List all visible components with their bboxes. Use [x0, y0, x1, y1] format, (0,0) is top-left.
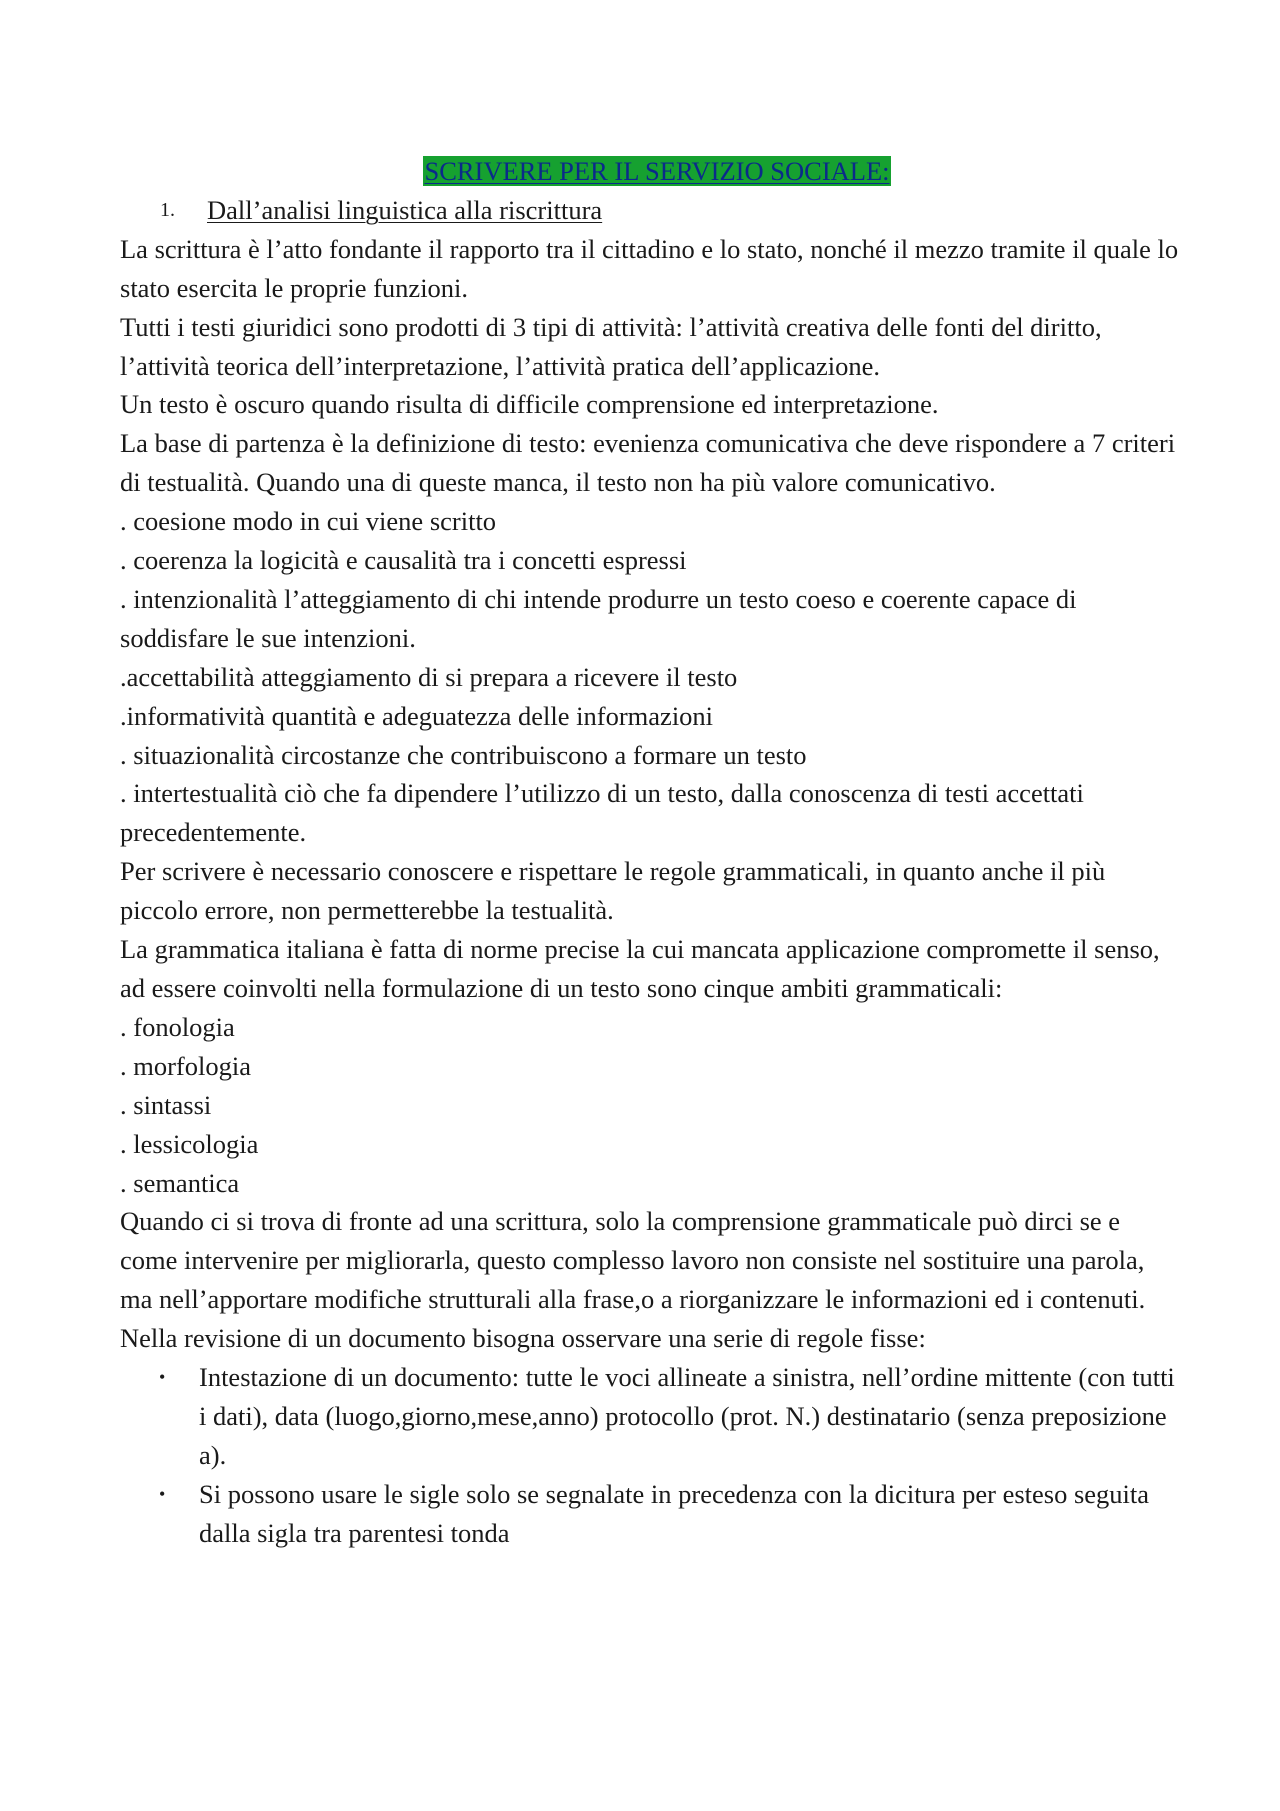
bullet-icon: •	[159, 1483, 166, 1504]
grammar-area-line: . semantica	[120, 1167, 240, 1198]
section-heading-row	[120, 191, 1180, 230]
grammar-area-line: . morfologia	[120, 1050, 251, 1081]
list-item-text: Si possono usare le sigle solo se segnalate in precedenza con la dicitura per esteso seguita dalla sigla tra parentesi tonda	[199, 1478, 1150, 1548]
paragraph: La grammatica italiana è fatta di norme precise la cui mancata applicazione compromette il senso, ad essere coinvolti nella formulazione di un testo sono cinque ambiti grammaticali:	[120, 934, 1160, 1003]
paragraph: La scrittura è l’atto fondante il rapporto tra il cittadino e lo stato, nonché il mezzo tramite il quale lo stato esercita le proprie funzioni.	[120, 233, 1179, 303]
criterion-line: . intertestualità ciò che fa dipendere l’utilizzo di un testo, dalla conoscenza di testi accettati precedentemente.	[120, 778, 1084, 848]
list-item	[120, 1475, 1180, 1553]
bullet-icon: •	[159, 1367, 166, 1388]
bullet-list	[120, 1358, 1180, 1553]
paragraph: Nella revisione di un documento bisogna osservare una serie di regole fisse:	[120, 1323, 926, 1354]
section-heading: Dall’analisi linguistica alla riscrittura	[207, 194, 603, 225]
criterion-line: . coesione modo in cui viene scritto	[120, 506, 497, 537]
grammar-area-line: . lessicologia	[120, 1128, 259, 1159]
paragraph: Quando ci si trova di fronte ad una scrittura, solo la comprensione grammaticale può dirci se e come intervenire per migliorarla, questo complesso lavoro non consiste nel sostituire una parola, ma nell’apportare modifiche strutturali alla frase,o a riorganizzare le informazioni ed i contenuti.	[120, 1206, 1146, 1315]
criterion-line: .informatività quantità e adeguatezza delle informazioni	[120, 700, 714, 731]
criterion-line: . situazionalità circostanze che contribuiscono a formare un testo	[120, 739, 807, 770]
paragraph: Tutti i testi giuridici sono prodotti di 3 tipi di attività: l’attività creativa delle fonti del diritto, l’attività teorica dell’interpretazione, l’attività pratica dell’applicazione.	[120, 311, 1102, 381]
list-item-text: Intestazione di un documento: tutte le voci allineate a sinistra, nell’ordine mittente (con tutti i dati), data (luogo,giorno,mese,anno) protocollo (prot. N.) destinatario (senza preposizione a).	[199, 1362, 1175, 1470]
list-item	[120, 1358, 1180, 1475]
grammar-area-line: . sintassi	[120, 1089, 212, 1120]
document-title: SCRIVERE PER IL SERVIZIO SOCIALE:	[424, 156, 890, 186]
paragraph: Un testo è oscuro quando risulta di difficile comprensione ed interpretazione.	[120, 389, 939, 420]
title-row	[120, 152, 1180, 191]
document-page	[120, 152, 1180, 1553]
section-number: 1.	[160, 198, 175, 221]
criterion-line: . coerenza la logicità e causalità tra i concetti espressi	[120, 545, 687, 576]
paragraph: Per scrivere è necessario conoscere e rispettare le regole grammaticali, in quanto anche il più piccolo errore, non permetterebbe la testualità.	[120, 856, 1106, 926]
grammar-area-line: . fonologia	[120, 1011, 235, 1042]
paragraph: La base di partenza è la definizione di testo: evenienza comunicativa che deve rispondere a 7 criteri di testualità. Quando una di queste manca, il testo non ha più valore comunicativo.	[120, 428, 1176, 498]
criterion-line: .accettabilità atteggiamento di si prepara a ricevere il testo	[120, 661, 738, 692]
criterion-line: . intenzionalità l’atteggiamento di chi intende produrre un testo coeso e coerente capace di soddisfare le sue intenzioni.	[120, 583, 1077, 653]
